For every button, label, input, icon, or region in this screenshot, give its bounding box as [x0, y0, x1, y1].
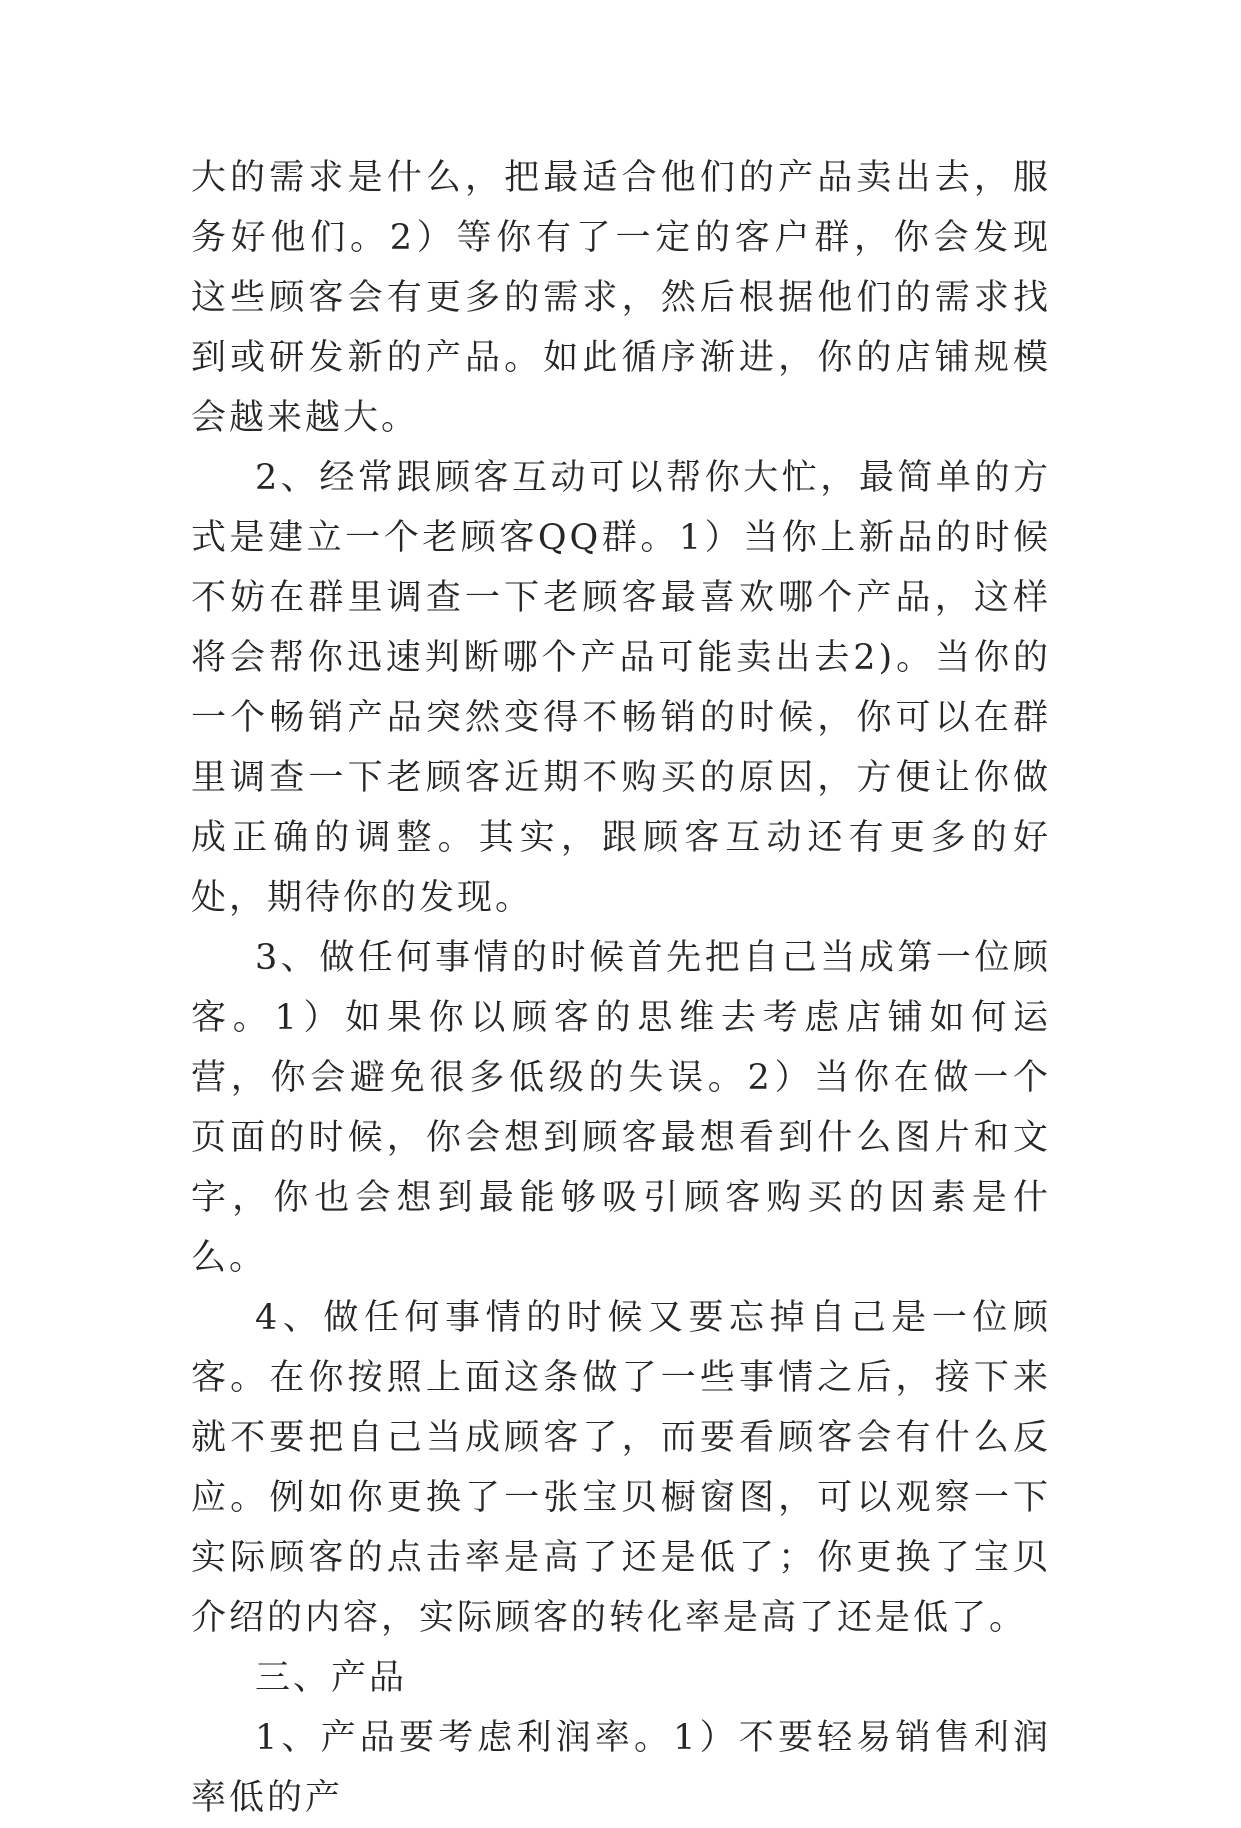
paragraph-item-4: 4、做任何事情的时候又要忘掉自己是一位顾客。在你按照上面这条做了一些事情之后，接下来就不要把自己当成顾客了，而要看顾客会有什么反应。例如你更换了一张宝贝橱窗图，可以观察一下实际顾客的点击率是高了还是低了；你更换了宝贝介绍的内容，实际顾客的转化率是高了还是低了。: [191, 1298, 1051, 1638]
paragraph-continuation: 大的需求是什么，把最适合他们的产品卖出去，服务好他们。2）等你有了一定的客户群，你会发现这些顾客会有更多的需求，然后根据他们的需求找到或研发新的产品。如此循序渐进，你的店铺规模会越来越大。: [191, 158, 1051, 438]
section-heading-product: 三、产品: [255, 1658, 408, 1698]
paragraph-item-2: 2、经常跟顾客互动可以帮你大忙，最简单的方式是建立一个老顾客QQ群。1）当你上新品的时候不妨在群里调查一下老顾客最喜欢哪个产品，这样将会帮你迅速判断哪个产品可能卖出去2)。当你的一个畅销产品突然变得不畅销的时候，你可以在群里调查一下老顾客近期不购买的原因，方便让你做成正确的调整。其实，跟顾客互动还有更多的好处，期待你的发现。: [191, 458, 1051, 918]
paragraph-item-3: 3、做任何事情的时候首先把自己当成第一位顾客。1）如果你以顾客的思维去考虑店铺如何运营，你会避免很多低级的失误。2）当你在做一个页面的时候，你会想到顾客最想看到什么图片和文字，你也会想到最能够吸引顾客购买的因素是什么。: [191, 938, 1051, 1278]
document-page: [191, 148, 1051, 1828]
paragraph-product-item-1: 1、产品要考虑利润率。1）不要轻易销售利润率低的产: [191, 1718, 1051, 1818]
